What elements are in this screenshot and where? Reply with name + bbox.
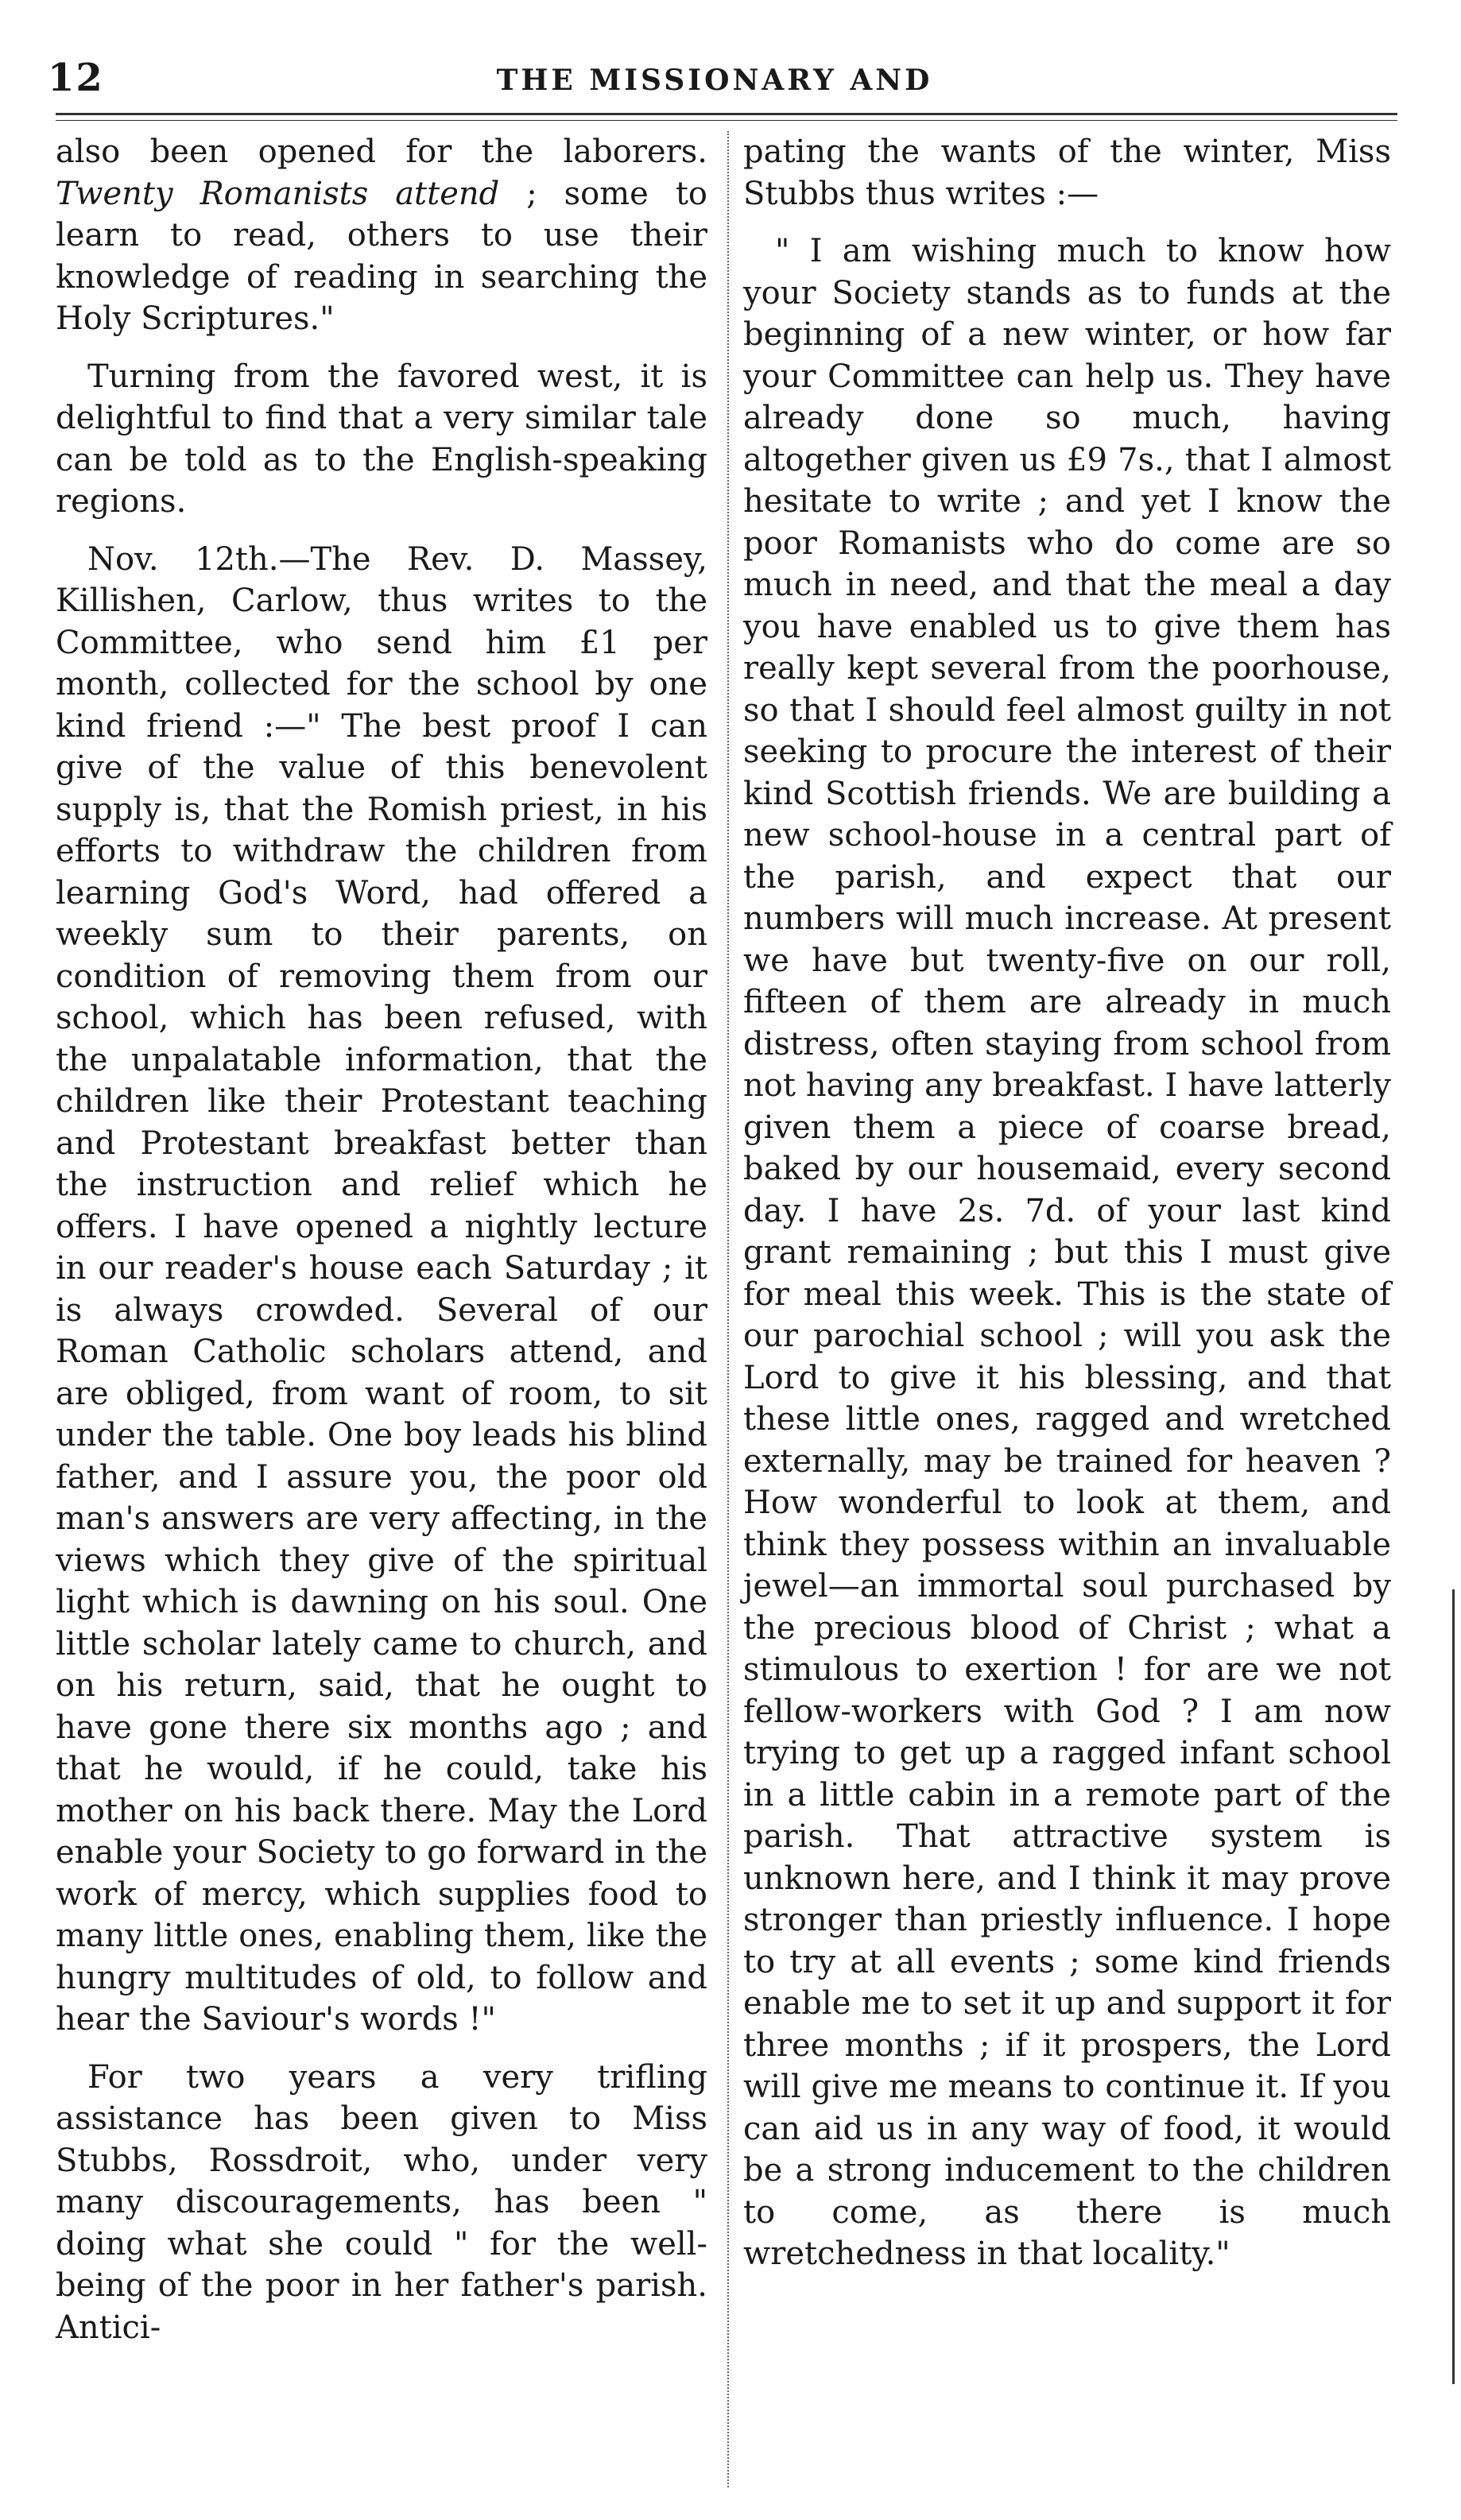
italic-text: Twenty Romanists attend <box>56 175 500 212</box>
paragraph: pating the wants of the winter, Miss Stubbs thus writes :— <box>743 134 1391 212</box>
text-span: also been opened for the laborers. <box>56 134 707 170</box>
column-divider <box>727 131 729 2487</box>
paragraph: Nov. 12th.—The Rev. D. Massey, Killishen, Carlow, thus writes to the Committee, who send him £1 per month, collected for the school by one kind friend :—" The best proof I can give of the value of this benevolent supply is, that the Romish priest, in his efforts to withdraw the children from learning God's Word, had offered a weekly sum to their parents, on condition of removing them from our school, which has been refused, with the unpalatable information, that the children like their Protestant teaching and Protestant breakfast better than the instruction and relief which he offers. I have opened a nightly lecture in our reader's house each Saturday ; it is always crowded. Several of our Roman Catholic scholars attend, and are obliged, from want of room, to sit under the table. One boy leads his blind father, and I assure you, the poor old man's answers are very affecting, in the views which they give of the spiritual light which is dawning on his soul. One little scholar lately came to church, and on his return, said, that he ought to have gone there six months ago ; and that he would, if he could, take his mother on his back there. May the Lord enable your Society to go forward in the work of mercy, which supplies food to many little ones, enabling them, like the hungry multitudes of old, to follow and hear the Saviour's words !" <box>56 540 707 2038</box>
page-edge-line <box>1452 1589 1455 2384</box>
left-column <box>56 131 707 2364</box>
paragraph: " I am wishing much to know how your Society stands as to funds at the beginning of a new winter, or how far your Committee can help us. They have already done so much, having altogether given us £9 7s., that I almost hesitate to write ; and yet I know the poor Romanists who do come are so much in need, and that the meal a day you have enabled us to give them has really kept several from the poorhouse, so that I should feel almost guilty in not seeking to procure the interest of their kind Scottish friends. We are building a new school-house in a central part of the parish, and expect that our numbers will much increase. At present we have but twenty-five on our roll, fifteen of them are already in much distress, often staying from school from not having any breakfast. I have latterly given them a piece of coarse bread, baked by our housemaid, every second day. I have 2s. 7d. of your last kind grant remaining ; but this I must give for meal this week. This is the state of our parochial school ; will you ask the Lord to give it his blessing, and that these little ones, ragged and wretched externally, may be trained for heaven ? How wonderful to look at them, and think they possess within an invaluable jewel—an immortal soul purchased by the precious blood of Christ ; what a stimulous to exertion ! for are we not fellow-workers with God ? I am now trying to get up a ragged infant school in a little cabin in a remote part of the parish. That attractive system is unknown here, and I think it may prove stronger than priestly influence. I hope to try at all events ; some kind friends enable me to set it up and support it for three months ; if it prospers, the Lord will give me means to continue it. If you can aid us in any way of food, it would be a strong inducement to the children to come, as there is much wretchedness in that locality." <box>743 233 1391 2272</box>
header-rule <box>56 113 1397 121</box>
right-column <box>743 131 1391 2291</box>
text-span: ; some to learn to read, others to use their knowledge of reading in searching the Holy Scriptures." <box>56 175 707 337</box>
paragraph <box>56 131 707 340</box>
paragraph: For two years a very trifling assistance has been given to Miss Stubbs, Rossdroit, who, under very many discouragements, has been " doing what she could " for the well-being of the poor in her father's parish. Antici- <box>56 2058 707 2346</box>
paragraph: Turning from the favored west, it is delightful to find that a very similar tale can be told as to the English-speaking regions. <box>56 358 707 520</box>
page-header <box>48 56 1382 103</box>
page-number: 12 <box>48 56 104 100</box>
running-title: THE MISSIONARY AND <box>496 64 933 97</box>
